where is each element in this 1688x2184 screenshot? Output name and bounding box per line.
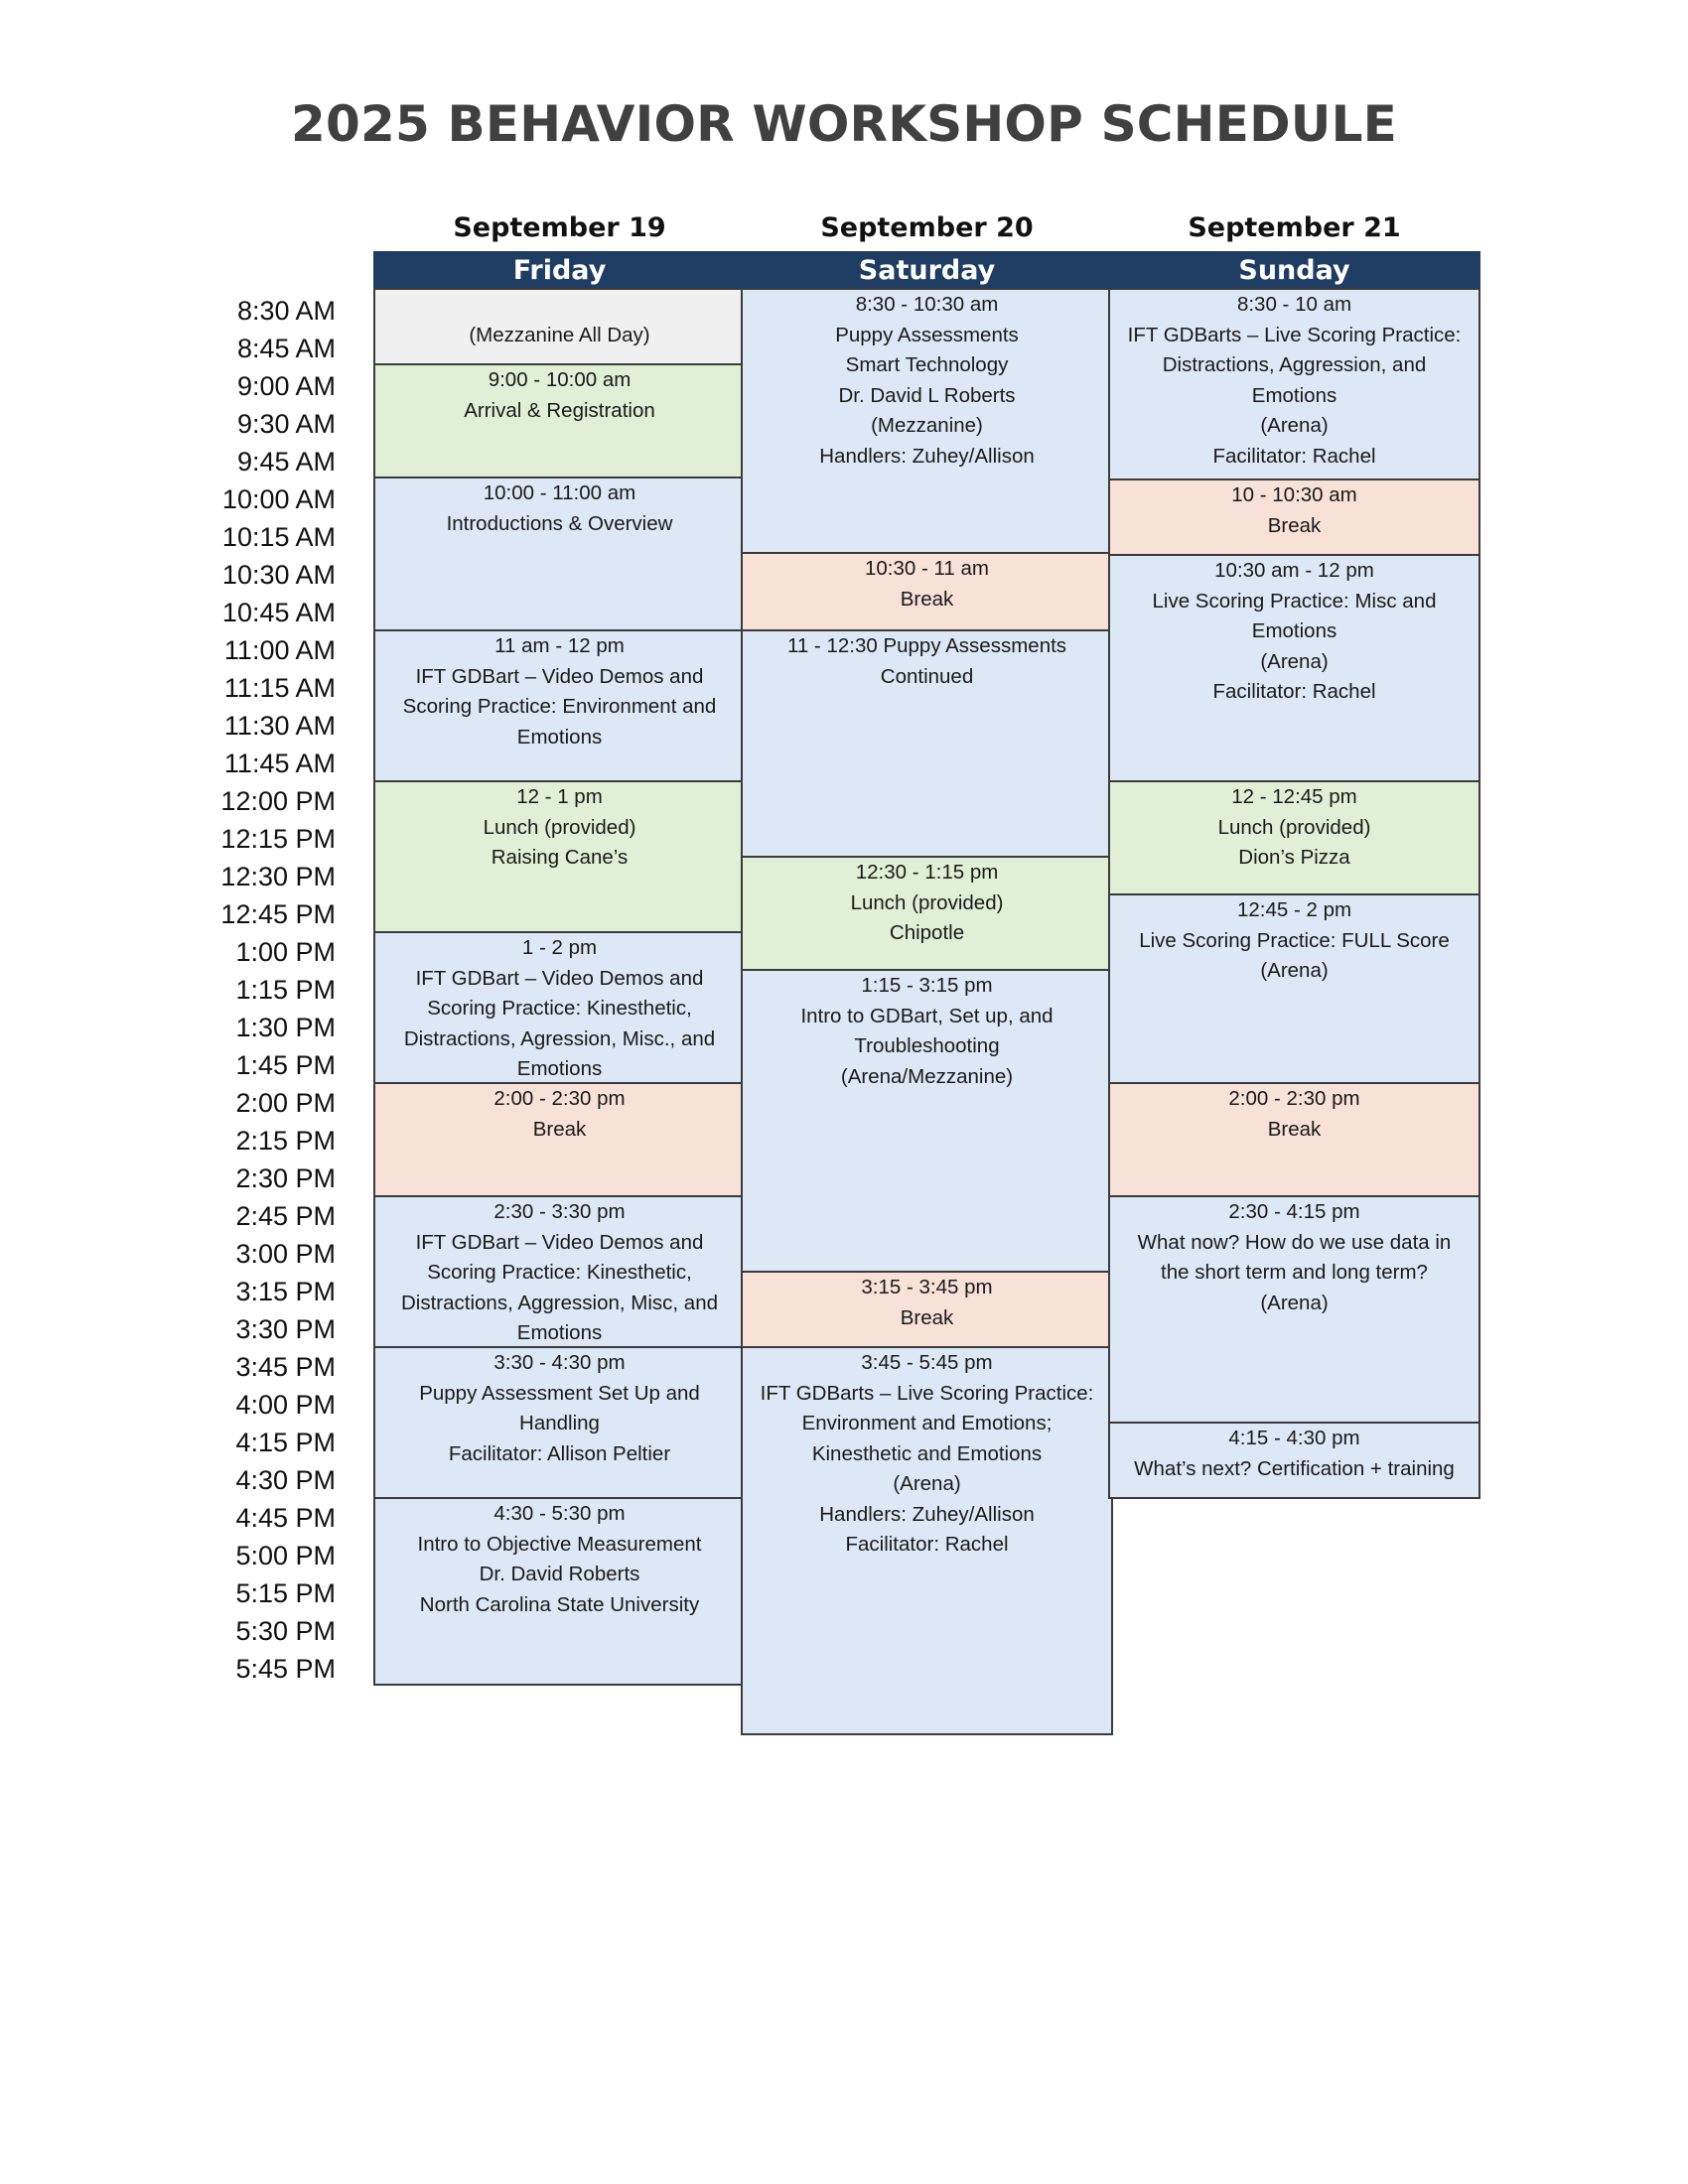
day-header: Friday (373, 251, 746, 289)
event-text: (Mezzanine) (871, 414, 983, 437)
event-text: Chipotle (889, 921, 965, 944)
event-text: Introductions & Overview (446, 511, 673, 535)
time-label: 12:15 PM (220, 824, 336, 854)
event-text: Emotions (516, 725, 603, 749)
event-text: IFT GDBart – Video Demos and (415, 966, 704, 990)
meal-block (741, 856, 1113, 971)
event-text: IFT GDBarts – Live Scoring Practice: (760, 1381, 1094, 1405)
event-text: Handling (519, 1412, 600, 1434)
event-text: Break (532, 1117, 587, 1141)
time-label: 2:45 PM (235, 1201, 336, 1231)
day-header: Saturday (741, 251, 1113, 289)
event-time: 9:00 - 10:00 am (488, 368, 632, 391)
time-label: 8:30 AM (236, 296, 336, 326)
event-text: What’s next? Certification + training (1134, 1456, 1455, 1480)
time-label: 12:30 PM (220, 862, 336, 891)
event-text: Break (900, 587, 954, 611)
time-label: 12:45 PM (220, 899, 336, 929)
session-block (373, 1195, 746, 1348)
time-label: 11:45 AM (223, 749, 336, 778)
event-time: 1 - 2 pm (521, 936, 598, 959)
event-text: Puppy Assessments (835, 323, 1019, 346)
session-block (373, 288, 746, 367)
break-block (373, 1082, 746, 1197)
time-label: 2:30 PM (235, 1163, 336, 1193)
event-text: Facilitator: Allison Peltier (448, 1441, 671, 1465)
break-block (741, 552, 1113, 631)
day-date: September 21 (1188, 212, 1401, 243)
session-block (373, 1346, 746, 1499)
time-label: 1:30 PM (235, 1013, 336, 1042)
event-text: Scoring Practice: Environment and (402, 695, 717, 718)
break-block (1108, 1082, 1480, 1197)
event-text: Break (1267, 513, 1322, 537)
event-text: Live Scoring Practice: FULL Score (1139, 928, 1450, 952)
event-text: Live Scoring Practice: Misc and (1152, 589, 1437, 613)
event-text: Puppy Assessment Set Up and (419, 1381, 700, 1405)
time-label: 3:00 PM (235, 1239, 336, 1269)
event-text: (Arena) (1260, 649, 1329, 673)
session-block (1108, 288, 1480, 480)
event-text: Dion’s Pizza (1238, 846, 1350, 869)
event-text: What now? How do we use data in (1137, 1230, 1452, 1254)
event-text: Facilitator: Rachel (1212, 444, 1376, 468)
time-label: 5:00 PM (235, 1541, 336, 1570)
event-text: the short term and long term? (1161, 1261, 1428, 1284)
page-title: 2025 BEHAVIOR WORKSHOP SCHEDULE (290, 95, 1398, 153)
time-label: 3:15 PM (235, 1277, 336, 1306)
event-time: 1:15 - 3:15 pm (861, 974, 993, 997)
time-label: 11:15 AM (223, 673, 336, 703)
time-label: 5:45 PM (235, 1654, 336, 1684)
time-label: 5:15 PM (235, 1578, 336, 1608)
day-date: September 19 (453, 212, 666, 243)
event-time: 8:30 - 10 am (1236, 293, 1352, 316)
event-time: 2:00 - 2:30 pm (1228, 1087, 1360, 1110)
time-label: 9:45 AM (236, 447, 336, 477)
event-time: 12 - 12:45 pm (1231, 785, 1357, 808)
time-label: 4:00 PM (235, 1390, 336, 1420)
event-text: (Arena) (1260, 414, 1329, 437)
event-text: Lunch (provided) (850, 890, 1004, 914)
event-text: Emotions (1251, 383, 1337, 407)
event-text: Emotions (1251, 619, 1337, 642)
session-block (741, 1346, 1113, 1735)
meal-block (1108, 780, 1480, 895)
event-time: 4:15 - 4:30 pm (1228, 1427, 1360, 1449)
meal-block (373, 363, 746, 478)
session-block (373, 931, 746, 1084)
event-text: IFT GDBarts – Live Scoring Practice: (1127, 323, 1462, 346)
time-label: 10:15 AM (221, 522, 336, 552)
event-text: Environment and Emotions; (801, 1412, 1053, 1434)
event-text: Scoring Practice: Kinesthetic, (427, 1261, 692, 1284)
event-text: (Arena) (1260, 959, 1329, 982)
event-time: 10:30 - 11 am (865, 557, 989, 580)
time-label: 2:15 PM (235, 1126, 336, 1156)
event-time: 8:30 - 10:30 am (855, 293, 999, 316)
event-time: 4:30 - 5:30 pm (493, 1502, 626, 1525)
event-text: Emotions (516, 1321, 603, 1344)
event-text: Break (1267, 1117, 1322, 1141)
event-time: 10 - 10:30 am (1231, 483, 1357, 506)
event-text: Scoring Practice: Kinesthetic, (427, 997, 692, 1020)
event-text: (Arena/Mezzanine) (840, 1064, 1014, 1088)
day-header: Sunday (1108, 251, 1480, 289)
event-time: 11 - 12:30 Puppy Assessments (786, 634, 1067, 657)
time-label: 3:45 PM (235, 1352, 336, 1382)
event-text: Kinesthetic and Emotions (811, 1441, 1043, 1465)
event-text: (Arena) (1260, 1291, 1329, 1314)
event-time: 3:45 - 5:45 pm (861, 1351, 993, 1374)
time-label: 2:00 PM (235, 1088, 336, 1118)
time-label: 12:00 PM (220, 786, 336, 816)
event-text: Emotions (516, 1057, 603, 1080)
session-block (741, 288, 1113, 554)
time-label: 4:45 PM (235, 1503, 336, 1533)
event-text: Intro to GDBart, Set up, and (800, 1004, 1054, 1027)
event-text: Lunch (provided) (1217, 815, 1371, 839)
event-text: Distractions, Agression, Misc., and (403, 1026, 716, 1050)
time-label: 3:30 PM (235, 1314, 336, 1344)
event-text: (Mezzanine All Day) (469, 323, 650, 346)
time-label: 1:00 PM (235, 937, 336, 967)
time-label: 5:30 PM (235, 1616, 336, 1646)
event-time: 3:30 - 4:30 pm (493, 1351, 626, 1374)
time-label: 8:45 AM (236, 334, 336, 363)
day-date: September 20 (820, 212, 1034, 243)
event-text: Handlers: Zuhey/Allison (819, 444, 1035, 468)
event-text: (Arena) (893, 1472, 961, 1495)
event-time: 2:00 - 2:30 pm (493, 1087, 626, 1110)
event-text: Distractions, Aggression, and (1162, 353, 1427, 376)
event-time: 12:45 - 2 pm (1236, 898, 1352, 921)
session-block (1108, 893, 1480, 1084)
time-label: 4:15 PM (235, 1428, 336, 1457)
session-block (373, 1497, 746, 1686)
event-text: Intro to Objective Measurement (417, 1532, 702, 1556)
event-text: Smart Technology (845, 353, 1009, 376)
time-label: 11:00 AM (223, 635, 336, 665)
session-block (373, 477, 746, 631)
event-time: 3:15 - 3:45 pm (861, 1276, 993, 1298)
session-block (1108, 1422, 1480, 1499)
break-block (1108, 478, 1480, 556)
event-text: Facilitator: Rachel (845, 1533, 1009, 1556)
event-text: Facilitator: Rachel (1212, 680, 1376, 703)
session-block (741, 629, 1113, 858)
meal-block (373, 780, 746, 933)
event-text: Continued (880, 664, 974, 688)
event-time: 10:00 - 11:00 am (483, 481, 636, 504)
session-block (373, 629, 746, 782)
event-text: IFT GDBart – Video Demos and (415, 664, 704, 688)
event-time: 12 - 1 pm (516, 785, 603, 808)
session-block (1108, 1195, 1480, 1424)
event-text: Dr. David L Roberts (838, 383, 1016, 407)
event-text: Break (900, 1305, 954, 1329)
time-label: 10:45 AM (221, 598, 336, 627)
time-label: 11:30 AM (223, 711, 336, 741)
time-label: 10:30 AM (221, 560, 336, 590)
event-text: Troubleshooting (854, 1034, 1000, 1057)
event-text: North Carolina State University (419, 1592, 700, 1616)
event-time: 2:30 - 4:15 pm (1228, 1200, 1360, 1223)
event-text: IFT GDBart – Video Demos and (415, 1230, 704, 1254)
event-text: Arrival & Registration (464, 398, 655, 422)
event-time: 2:30 - 3:30 pm (493, 1200, 626, 1223)
time-label: 4:30 PM (235, 1465, 336, 1495)
event-text: Lunch (provided) (483, 815, 636, 839)
event-text: Dr. David Roberts (479, 1563, 640, 1585)
event-time (383, 290, 736, 321)
time-label: 9:30 AM (236, 409, 336, 439)
event-time: 10:30 am - 12 pm (1214, 559, 1374, 582)
time-label: 1:15 PM (235, 975, 336, 1005)
event-time: 11 am - 12 pm (494, 634, 625, 657)
time-label: 9:00 AM (236, 371, 336, 401)
event-text: Handlers: Zuhey/Allison (819, 1502, 1035, 1526)
event-text: Raising Cane’s (491, 846, 629, 869)
time-label: 10:00 AM (221, 484, 336, 514)
break-block (741, 1271, 1113, 1348)
time-label: 1:45 PM (235, 1050, 336, 1080)
session-block (741, 969, 1113, 1273)
event-time: 12:30 - 1:15 pm (855, 861, 999, 884)
event-text: Distractions, Aggression, Misc, and (400, 1291, 719, 1314)
session-block (1108, 554, 1480, 782)
